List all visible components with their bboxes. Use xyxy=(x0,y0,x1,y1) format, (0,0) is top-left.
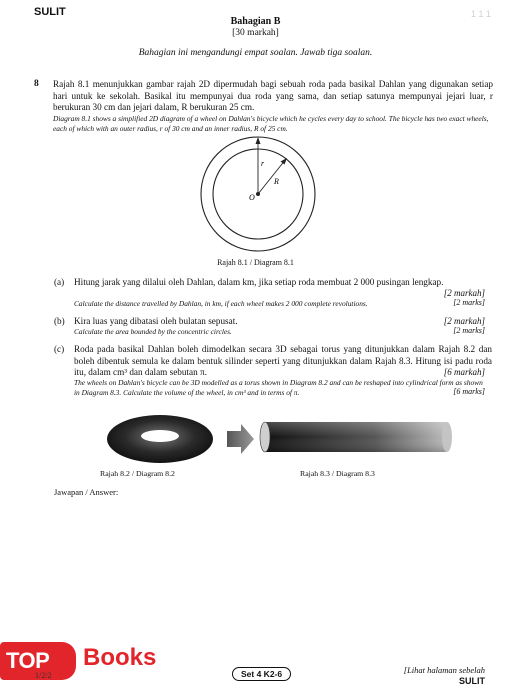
cylinder-end-left xyxy=(260,422,270,452)
part-b-label: (b) xyxy=(54,316,65,326)
sulit-header: SULIT xyxy=(34,6,66,18)
cylinder-shading xyxy=(265,422,447,452)
part-c-marks-ms: [6 markah] xyxy=(443,367,485,377)
topbooks-logo-books: Books xyxy=(83,644,157,671)
part-b-marks-ms: [2 markah] xyxy=(443,316,485,326)
part-c-label: (c) xyxy=(54,344,65,354)
diagram-83-caption: Rajah 8.3 / Diagram 8.3 xyxy=(300,469,375,478)
part-b-text-ms: Kira luas yang dibatasi oleh bulatan sepusat. xyxy=(74,316,238,326)
radius-r-arrowhead xyxy=(256,137,261,144)
part-a-text-en: Calculate the distance travelled by Dahlan, in km, if each wheel makes 2 000 complete revolutions. xyxy=(74,299,368,308)
next-page-note: [Lihat halaman sebelah xyxy=(403,665,485,675)
radius-R-arrowhead xyxy=(281,158,288,165)
sulit-footer: SULIT xyxy=(459,676,485,686)
question-text-en: Diagram 8.1 shows a simplified 2D diagram of a wheel on Dahlan's bicycle which he cycles every day to school. The bicycle has two exact wheels, each of which with an outer radius, r of 30 cm and an inner radius, R of 25 cm. xyxy=(53,114,489,133)
torus-hole xyxy=(141,430,179,442)
part-a-marks-ms: [2 markah] xyxy=(443,288,485,298)
part-a-text-ms: Hitung jarak yang dilalui oleh Dahlan, dalam km, jika setiap roda membuat 2 000 pusingan lengkap. xyxy=(74,277,444,287)
topbooks-logo-top: TOP xyxy=(0,642,76,680)
section-marks: [30 markah] xyxy=(232,28,279,38)
diagram-81-caption: Rajah 8.1 / Diagram 8.1 xyxy=(217,258,294,267)
label-r: r xyxy=(261,159,265,168)
part-a-marks-en: [2 marks] xyxy=(453,298,485,307)
corner-faint-text: 1 1 1 xyxy=(470,9,491,19)
question-number: 8 xyxy=(34,79,39,89)
part-b-text-en: Calculate the area bounded by the concentric circles. xyxy=(74,327,232,336)
right-arrow-icon xyxy=(227,424,254,454)
set-badge: Set 4 K2-6 xyxy=(232,667,291,681)
torus-diagram xyxy=(105,413,255,465)
label-O: O xyxy=(249,193,255,202)
section-instruction: Bahagian ini mengandungi empat soalan. Jawab tiga soalan. xyxy=(138,48,373,58)
part-c-text-ms: Roda pada basikal Dahlan boleh dimodelkan secara 3D sebagai torus yang ditunjukkan dalam Rajah 8.2 dan boleh dibentuk semula ke dalam bentuk silinder seperti yang ditunjukkan dalam Rajah 8.3. Hitung isi padu roda itu, dalam cm³ dan dalam sebutan π. xyxy=(74,344,492,377)
center-point xyxy=(256,192,260,196)
answer-label: Jawapan / Answer: xyxy=(54,487,119,497)
cylinder-diagram xyxy=(255,416,455,462)
question-text-ms: Rajah 8.1 menunjukkan gambar rajah 2D dipermudah bagi sebuah roda pada basikal Dahlan yang digunakan setiap hari untuk ke sekolah. Basikal itu mempunyai dua roda yang sama, dan setiap satunya mempunyai jejari luar, r berukuran 30 cm dan jejari dalam, R berukuran 25 cm. xyxy=(53,79,493,112)
label-R: R xyxy=(274,177,279,186)
section-title: Bahagian B xyxy=(230,16,281,27)
part-c-marks-en: [6 marks] xyxy=(453,387,485,396)
part-a-label: (a) xyxy=(54,277,65,287)
paper-code: 1/2/2 xyxy=(35,671,52,680)
diagram-82-caption: Rajah 8.2 / Diagram 8.2 xyxy=(100,469,175,478)
cylinder-end-right xyxy=(442,422,452,452)
wheel-diagram xyxy=(177,133,337,255)
part-c-text-en: The wheels on Dahlan's bicycle can be 3D modelled as a torus shown in Diagram 8.2 and can be reshaped into cylindrical form as shown in Diagram 8.3. Calculate the volume of the wheel, in cm³ and in terms of π. xyxy=(74,378,483,397)
part-b-marks-en: [2 marks] xyxy=(453,326,485,335)
